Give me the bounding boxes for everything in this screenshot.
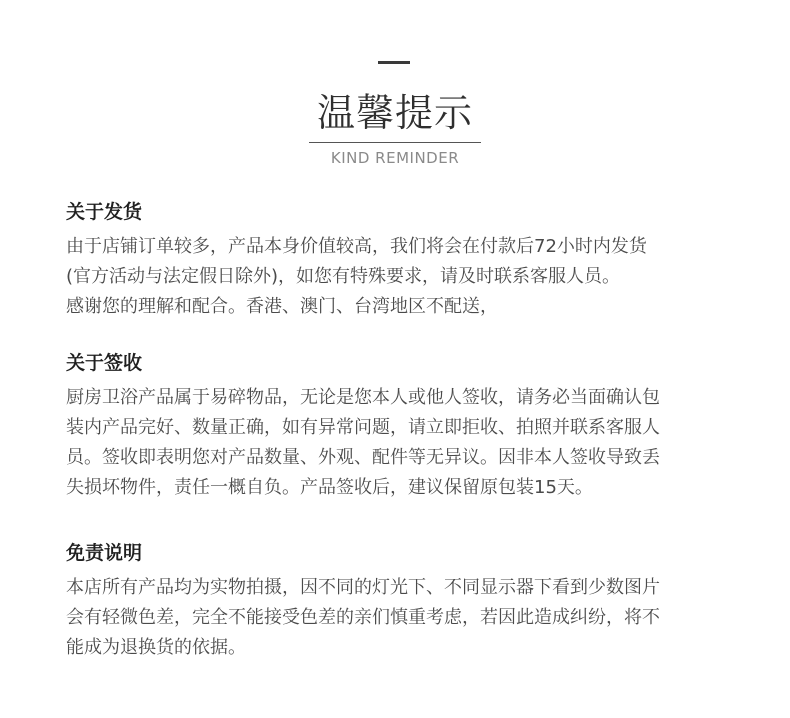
receipt-section xyxy=(66,349,660,503)
disclaimer-text xyxy=(66,573,660,663)
shipping-text-line: (官方活动与法定假日除外)，如您有特殊要求，请及时联系客服人员。 xyxy=(66,266,621,287)
shipping-section xyxy=(66,198,647,322)
decorative-dash xyxy=(378,61,410,64)
shipping-heading: 关于发货 xyxy=(66,201,143,223)
title-divider xyxy=(309,142,481,143)
receipt-text-line: 失损坏物件，责任一概自负。产品签收后，建议保留原包装15天。 xyxy=(66,477,593,498)
reminder-header xyxy=(0,0,790,180)
shipping-text xyxy=(66,232,647,322)
page-title: 温馨提示 xyxy=(316,91,473,135)
disclaimer-heading: 免责说明 xyxy=(66,542,143,564)
disclaimer-text-line: 本店所有产品均为实物拍摄，因不同的灯光下、不同显示器下看到少数图片 xyxy=(66,577,660,598)
disclaimer-text-line: 会有轻微色差，完全不能接受色差的亲们慎重考虑，若因此造成纠纷，将不 xyxy=(66,607,660,628)
shipping-text-line: 感谢您的理解和配合。香港、澳门、台湾地区不配送， xyxy=(66,296,498,317)
shipping-text-line: 由于店铺订单较多，产品本身价值较高，我们将会在付款后72小时内发货 xyxy=(66,236,647,257)
receipt-text-line: 厨房卫浴产品属于易碎物品，无论是您本人或他人签收，请务必当面确认包 xyxy=(66,387,660,408)
receipt-text-line: 装内产品完好、数量正确，如有异常问题，请立即拒收、拍照并联系客服人 xyxy=(66,417,660,438)
disclaimer-text-line: 能成为退换货的依据。 xyxy=(66,637,246,658)
page-subtitle: KIND REMINDER xyxy=(330,149,460,167)
receipt-heading: 关于签收 xyxy=(66,352,143,374)
receipt-text xyxy=(66,383,660,503)
receipt-text-line: 员。签收即表明您对产品数量、外观、配件等无异议。因非本人签收导致丢 xyxy=(66,447,660,468)
disclaimer-section xyxy=(66,539,660,663)
